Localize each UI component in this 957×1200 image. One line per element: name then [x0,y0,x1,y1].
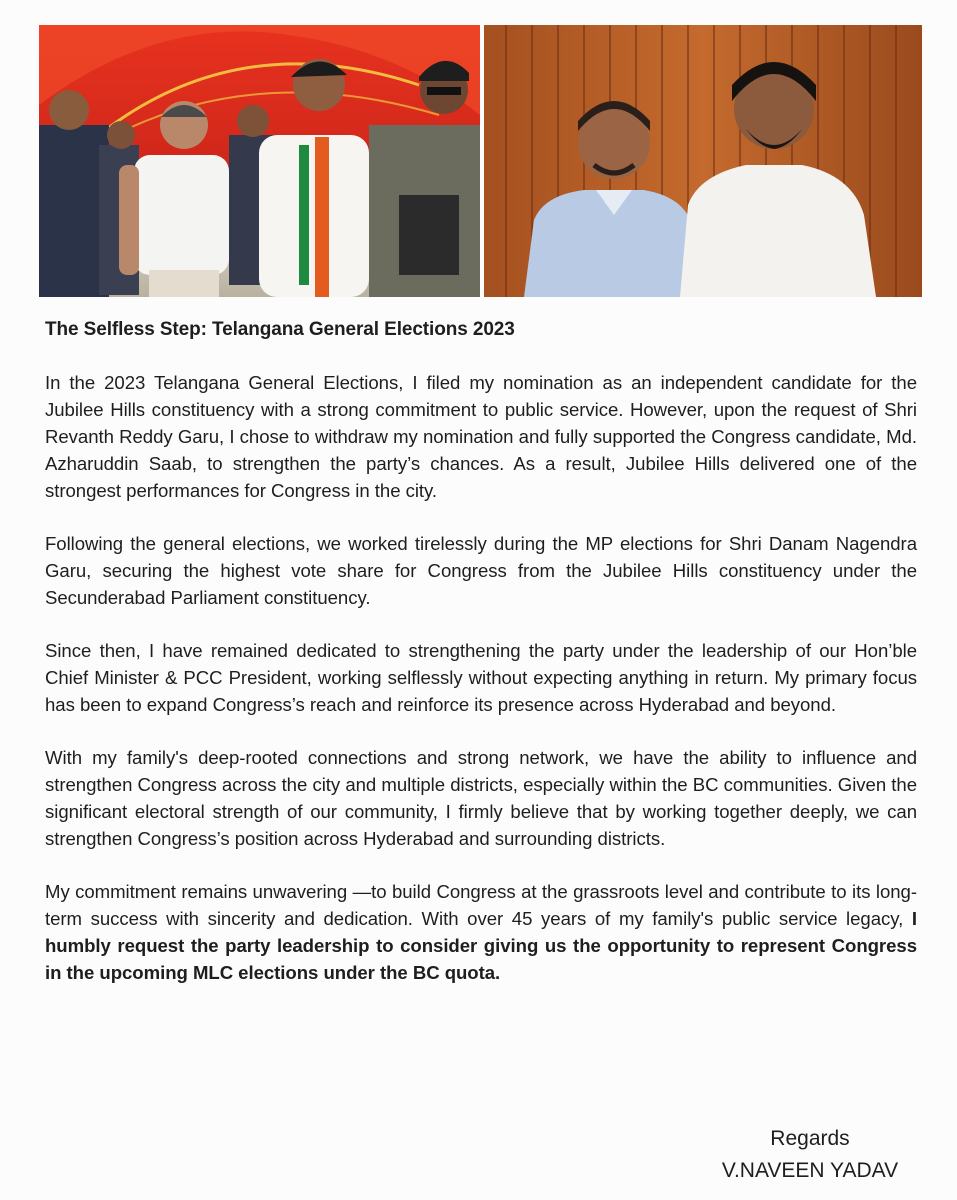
rally-walk-illustration [39,25,480,297]
closing-regards: Regards [770,1127,850,1150]
paragraph-5-text: My commitment remains unwavering —to build Congress at the grassroots level and contribute to its long-term success with sincerity and dedication. With over 45 years of my family's public service legacy, [45,881,917,929]
rally-walk-photo [39,25,480,297]
two-men-portrait-photo [484,25,922,297]
letter-title: The Selfless Step: Telangana General Elections 2023 [45,319,515,340]
paragraph-5-request: I humbly request the party leadership to consider giving us the opportunity to represent Congress in the upcoming MLC elections under the BC quota. [45,908,917,983]
paragraph-1: In the 2023 Telangana General Elections, I filed my nomination as an independent candidate for the Jubilee Hills constituency with a strong commitment to public service. However, upon the request of Shri Revanth Reddy Garu, I chose to withdraw my nomination and fully supported the Congress candidate, Md. Azharuddin Saab, to strengthen the party’s chances. As a result, Jubilee Hills delivered one of the strongest performances for Congress in the city. [45,372,917,501]
letter-body [45,318,917,1012]
paragraph-3: Since then, I have remained dedicated to strengthening the party under the leadership of our Hon’ble Chief Minister & PCC President, working selflessly without expecting anything in return. My primary focus has been to expand Congress’s reach and reinforce its presence across Hyderabad and beyond. [45,640,917,715]
portrait-illustration [484,25,922,297]
paragraph-4: With my family's deep-rooted connections and strong network, we have the ability to influence and strengthen Congress across the city and multiple districts, especially within the BC communities. Given the significant electoral strength of our community, I firmly believe that by working together deeply, we can strengthen Congress’s position across Hyderabad and surrounding districts. [45,747,917,849]
signature-block [700,1124,920,1188]
signature-name: V.NAVEEN YADAV [721,1159,899,1182]
paragraph-5 [45,878,917,986]
paragraph-2: Following the general elections, we worked tirelessly during the MP elections for Shri Danam Nagendra Garu, securing the highest vote share for Congress from the Jubilee Hills constituency under the Secunderabad Parliament constituency. [45,533,917,608]
photo-strip [39,25,922,297]
